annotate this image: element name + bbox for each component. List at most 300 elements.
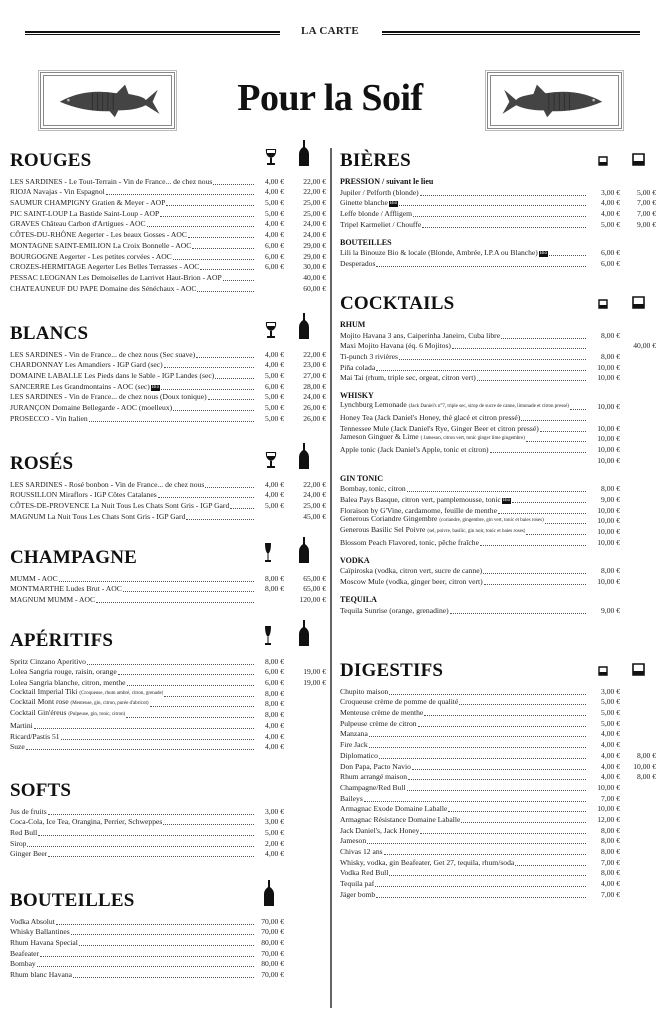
dot-leader (526, 534, 586, 535)
menu-item (10, 490, 326, 501)
item-name (340, 259, 375, 269)
item-label: Chivas 12 ans (340, 847, 383, 856)
menu-item (10, 283, 326, 294)
price-bottle: 5,00 € (637, 187, 656, 197)
menu-section-aperitifs (10, 630, 326, 752)
item-label: Red Bull (10, 828, 38, 838)
item-name (10, 209, 159, 219)
item-name (10, 574, 58, 584)
section-title: CHAMPAGNE (10, 547, 138, 568)
item-label: Menteuse crème de menthe (340, 708, 424, 718)
price-bottle: 19,00 € (303, 678, 326, 688)
menu-item (10, 969, 326, 980)
dot-leader (173, 259, 254, 260)
menu-item (340, 444, 656, 455)
menu-item (10, 927, 326, 938)
price-bottle: 25,00 € (303, 501, 326, 511)
menu-item (10, 937, 326, 948)
price-glass: 4,00 € (265, 176, 284, 186)
bottle-icon (299, 313, 309, 344)
price-bottle: 7,00 € (637, 209, 656, 219)
menu-item (10, 381, 326, 392)
price-glass: 6,00 € (265, 262, 284, 272)
item-name (340, 879, 374, 889)
item-name (10, 262, 199, 272)
item-label: Armagnac Exode Domaine Laballe (340, 804, 448, 814)
item-name (340, 495, 511, 505)
price-bottle: 29,00 € (303, 240, 326, 250)
dot-leader (48, 856, 254, 857)
menu-section-champagne (10, 547, 326, 605)
item-name (340, 687, 388, 697)
item-name (10, 828, 37, 838)
item-label: CHATEAUNEUF DU PAPE Domaine des Sénéchaux - AOC (10, 283, 197, 293)
item-name (340, 538, 479, 548)
price-glass: 7,00 € (601, 889, 620, 899)
item-label: Lolea Sangria blanche, citron, menthe (10, 678, 126, 688)
price-glass: 70,00 € (261, 927, 284, 937)
dot-leader (173, 410, 254, 411)
price-bottle: 29,00 € (303, 251, 326, 261)
item-label: Tequila paf (340, 879, 375, 889)
dot-leader (389, 875, 586, 876)
item-label: Ginger Beer (10, 849, 48, 859)
dot-leader (164, 696, 254, 697)
item-label: Piña colada (340, 362, 376, 372)
price-glass: 6,00 € (265, 240, 284, 250)
dot-leader (208, 399, 254, 400)
item-name (10, 414, 88, 424)
item-label: Caïpiroska (vodka, citron vert, sucre de canne) (340, 566, 483, 576)
price-glass: 80,00 € (261, 938, 284, 948)
dot-leader (205, 487, 254, 488)
item-name (10, 949, 39, 959)
menu-item (10, 208, 326, 219)
price-glass: 3,00 € (601, 686, 620, 696)
item-label: Moscow Mule (vodka, ginger beer, citron vert) (340, 577, 483, 587)
price-bottle: 19,00 € (303, 667, 326, 677)
dot-leader (484, 584, 586, 585)
item-name (10, 839, 26, 849)
price-glass: 80,00 € (261, 959, 284, 969)
item-label: Lolea Sangria rouge, raisin, orange (10, 667, 117, 677)
dot-leader (163, 824, 254, 825)
dot-leader (27, 846, 254, 847)
dot-leader (150, 706, 254, 707)
price-glass: 4,00 € (601, 772, 620, 782)
item-name (340, 783, 406, 793)
item-label: Baileys (340, 793, 363, 803)
item-name (340, 740, 368, 750)
price-glass: 6,00 € (601, 248, 620, 258)
item-label: Don Papa, Pacto Navio (340, 761, 411, 771)
price-glass: 7,00 € (601, 857, 620, 867)
item-label: MUMM - AOC (10, 573, 58, 583)
price-glass: 5,00 € (265, 501, 284, 511)
menu-item (10, 229, 326, 240)
price-glass: 4,00 € (265, 742, 284, 752)
dot-leader (376, 370, 586, 371)
price-glass: 10,00 € (597, 434, 620, 444)
menu-item (10, 720, 326, 731)
price-glass: 70,00 € (261, 970, 284, 980)
dot-leader (164, 367, 254, 368)
price-glass: 4,00 € (265, 187, 284, 197)
dot-leader (376, 897, 586, 898)
item-name (10, 350, 195, 360)
price-glass: 10,00 € (597, 537, 620, 547)
subsection-title: BOUTEILLES (340, 237, 392, 247)
item-label: LES SARDINES - Vin de France... de chez nous (Sec suave) (10, 349, 196, 359)
dot-leader (549, 255, 586, 256)
menu-item (340, 729, 656, 740)
price-bottle: 8,00 € (637, 750, 656, 760)
price-glass: 8,00 € (265, 573, 284, 583)
dot-leader (399, 205, 586, 206)
section-title: ROUGES (10, 150, 92, 171)
flute-icon (264, 626, 272, 651)
price-bottle: 22,00 € (303, 479, 326, 489)
price-glass: 5,00 € (265, 403, 284, 413)
item-label: SANCERRE Les Grandmontains - AOC (sec) (10, 381, 150, 391)
dot-leader (407, 790, 586, 791)
menu-item (10, 916, 326, 927)
item-label: Tripel Karmeliet / Chouffe (340, 219, 422, 229)
menu-item (340, 341, 656, 352)
item-name (10, 849, 47, 859)
item-label: MONTAGNE SAINT-EMILION La Croix Bonnelle - AOC (10, 240, 192, 250)
menu-item (10, 272, 326, 283)
dot-leader (526, 441, 586, 442)
item-description: (Croqueuse, rhum ambré, citron, grenade) (79, 690, 164, 696)
section-header (10, 890, 326, 912)
item-label: Ginette blanche (340, 198, 388, 208)
menu-item (10, 709, 326, 720)
menu-item (340, 750, 656, 761)
item-label: PESSAC LEOGNAN Les Demoiselles de Larrivet Haut-Brion - AOP (10, 272, 222, 282)
menu-item (340, 401, 656, 412)
price-glass: 4,00 € (265, 349, 284, 359)
price-bottle: 25,00 € (303, 198, 326, 208)
section-header (10, 630, 326, 652)
item-name (340, 188, 419, 198)
price-glass: 8,00 € (265, 710, 284, 720)
section-header (10, 453, 326, 475)
dot-leader (196, 357, 254, 358)
item-name (340, 762, 411, 772)
price-bottle: 26,00 € (303, 413, 326, 423)
subsection-title: PRESSION / suivant le lieu (340, 177, 434, 186)
large-glass-icon (632, 153, 645, 171)
item-name (10, 284, 196, 294)
price-bottle: 24,00 € (303, 490, 326, 500)
menu-item (10, 262, 326, 273)
item-name (10, 382, 160, 392)
item-name (10, 657, 86, 667)
menu-item (10, 413, 326, 424)
item-name (10, 501, 229, 511)
dot-leader (369, 747, 586, 748)
menu-item (340, 739, 656, 750)
subsection-title: WHISKY (340, 391, 374, 401)
dot-leader (384, 854, 586, 855)
item-label: Cocktail Imperial Tiki (10, 686, 78, 696)
menu-item (340, 868, 656, 879)
header-rule-left (25, 31, 280, 35)
price-bottle: 9,00 € (637, 219, 656, 229)
item-name (10, 392, 207, 402)
menu-item (10, 219, 326, 230)
menu-item (10, 197, 326, 208)
item-label: Cocktail Mont rose (10, 697, 69, 707)
price-glass: 10,00 € (597, 402, 620, 412)
menu-item (340, 782, 656, 793)
column-divider (330, 148, 332, 1008)
price-glass: 5,00 € (265, 392, 284, 402)
item-name (10, 219, 146, 229)
menu-item (340, 330, 656, 341)
item-label: Rhum arrangé maison (340, 772, 408, 782)
flute-icon (264, 543, 272, 568)
subsection-title: GIN TONIC (340, 473, 384, 483)
dot-leader (512, 502, 586, 503)
menu-item (340, 707, 656, 718)
item-label: Manzana (340, 729, 368, 739)
small-glass-icon (598, 663, 608, 681)
item-label: Lynchburg Lemonade (340, 400, 407, 410)
large-glass-icon (632, 296, 645, 314)
dot-leader (379, 758, 586, 759)
item-label: MAGNUM La Nuit Tous Les Chats Sont Gris - IGP Gard (10, 511, 186, 521)
item-label: Jupiler / Pelforth (blonde) (340, 187, 419, 197)
price-bottle: 40,00 € (633, 341, 656, 351)
menu-section-blancs (10, 323, 326, 424)
price-glass: 10,00 € (597, 804, 620, 814)
item-name (10, 742, 25, 752)
dot-leader (389, 694, 586, 695)
dot-leader (200, 269, 254, 270)
item-label: Jameson Ginguer & Lime (340, 432, 419, 442)
item-label: Generous Basilic Sel Poivre (340, 525, 426, 534)
item-name (340, 804, 447, 814)
item-name (340, 826, 419, 836)
price-bottle: 28,00 € (303, 381, 326, 391)
dot-leader (450, 613, 586, 614)
dot-leader (223, 280, 254, 281)
menu-item (10, 187, 326, 198)
bio-badge: Bio (539, 251, 548, 257)
dot-leader (418, 726, 586, 727)
item-name (10, 273, 222, 283)
fish-illustration-left (40, 72, 175, 129)
item-label: Whisky, vodka, gin Beafeater, Get 27, tequila, rhum/soda (340, 857, 515, 867)
price-glass: 8,00 € (601, 868, 620, 878)
item-label: CÔTES-DU-RHÔNE Aegerter - Les beaux Gosses - AOC (10, 230, 187, 240)
menu-item (10, 370, 326, 381)
menu-item (340, 878, 656, 889)
menu-item (340, 373, 656, 384)
bio-badge: Bio (502, 497, 511, 503)
item-name (10, 708, 125, 720)
dot-leader (158, 497, 254, 498)
section-header (10, 150, 326, 172)
item-label: Martini (10, 720, 33, 730)
dot-leader (61, 739, 254, 740)
item-label: Jäger bomb (340, 889, 376, 899)
price-glass: 8,00 € (265, 584, 284, 594)
dot-leader (160, 216, 254, 217)
item-name (340, 220, 421, 230)
price-glass: 8,00 € (601, 352, 620, 362)
subsection-title: RHUM (340, 320, 366, 329)
dot-leader (413, 216, 586, 217)
wine-glass-icon (264, 451, 278, 474)
item-name (10, 927, 70, 937)
menu-item (10, 656, 326, 667)
bottle-icon (299, 140, 309, 171)
price-glass: 6,00 € (265, 251, 284, 261)
menu-item (340, 208, 656, 219)
dot-leader (37, 966, 254, 967)
price-glass: 6,00 € (265, 667, 284, 677)
item-name (340, 729, 368, 739)
item-name (340, 209, 412, 219)
price-bottle: 24,00 € (303, 219, 326, 229)
menu-item (10, 742, 326, 753)
item-name (10, 959, 36, 969)
item-label: Rhum Havana Special (10, 938, 78, 948)
menu-item (340, 258, 656, 269)
menu-item (10, 349, 326, 360)
item-name (340, 836, 366, 846)
price-bottle: 65,00 € (303, 584, 326, 594)
price-bottle: 24,00 € (303, 392, 326, 402)
bio-badge: Bio (389, 201, 398, 207)
item-label: PIC SAINT-LOUP La Bastide Saint-Loup - AOP (10, 208, 160, 218)
item-name (10, 360, 163, 370)
header-rule-right (382, 31, 640, 35)
menu-item (10, 959, 326, 970)
price-glass: 10,00 € (597, 577, 620, 587)
dot-leader (521, 420, 586, 421)
price-glass: 5,00 € (601, 718, 620, 728)
item-label: Honey Tea (Jack Daniel's Honey, thé glacé et citron pressé) (340, 412, 521, 422)
dot-leader (408, 779, 586, 780)
price-bottle: 60,00 € (303, 283, 326, 293)
dot-leader (147, 226, 254, 227)
item-label: Blossom Peach Flavored, tonic, pêche fraîche (340, 537, 479, 547)
item-label: Diplomatico (340, 750, 378, 760)
price-bottle: 10,00 € (633, 761, 656, 771)
price-bottle: 45,00 € (303, 511, 326, 521)
dot-leader (48, 814, 254, 815)
bottle-icon (299, 443, 309, 474)
item-label: Ricard/Pastis 51 (10, 731, 60, 741)
wine-glass-icon (264, 148, 278, 171)
item-name (10, 807, 47, 817)
item-label: Mai Tai (rhum, triple sec, orgeat, citron vert) (340, 373, 476, 383)
item-label: Lili la Binouze Bio & locale (Blonde, Ambrée, I.P.A ou Blanche) (340, 248, 538, 258)
dot-leader (501, 338, 586, 339)
menu-item (10, 511, 326, 522)
section-header (340, 150, 656, 172)
bottle-icon (264, 880, 274, 911)
menu-item (340, 566, 656, 577)
dot-leader (420, 195, 586, 196)
item-name (10, 403, 172, 413)
price-glass: 4,00 € (265, 360, 284, 370)
item-label: Generous Coriandre Gingembre (340, 514, 438, 524)
item-label: BOURGOGNE Aegerter - Les petites corvées - AOC (10, 251, 172, 261)
price-glass: 8,00 € (265, 656, 284, 666)
price-glass: 9,00 € (601, 605, 620, 615)
price-glass: 10,00 € (597, 373, 620, 383)
item-description: (Jack Daniel's n°7, triple sec, sirop de sucre de canne, limonade et citron pressé) (408, 404, 569, 410)
section-header (340, 660, 656, 682)
item-label: GRAVES Château Carbon d'Artigues - AOC (10, 219, 146, 229)
section-title: DIGESTIFS (340, 660, 444, 681)
item-name (340, 858, 514, 868)
dot-leader (106, 194, 254, 195)
dot-leader (448, 811, 586, 812)
item-label: Balea Pays Basque, citron vert, pamplemousse, tonic (340, 494, 501, 504)
price-bottle: 120,00 € (299, 595, 326, 605)
price-bottle: 40,00 € (303, 272, 326, 282)
menu-item (340, 455, 656, 466)
menu-item (10, 240, 326, 251)
subsection-title: VODKA (340, 555, 370, 565)
item-name (10, 371, 214, 381)
item-name (340, 525, 525, 537)
price-bottle: 30,00 € (303, 262, 326, 272)
price-glass: 5,00 € (265, 828, 284, 838)
price-bottle: 23,00 € (303, 360, 326, 370)
price-bottle: 27,00 € (303, 371, 326, 381)
price-glass: 7,00 € (601, 793, 620, 803)
price-glass: 8,00 € (601, 330, 620, 340)
item-label: Desperados (340, 259, 376, 269)
item-name (10, 480, 204, 490)
dot-leader (73, 977, 254, 978)
item-label: Leffe blonde / Affligem (340, 209, 413, 219)
item-label: Jus de fruits (10, 806, 47, 816)
price-glass: 4,00 € (265, 731, 284, 741)
item-name (340, 341, 451, 351)
price-glass: 5,00 € (265, 198, 284, 208)
item-name (340, 708, 423, 718)
dot-leader (483, 573, 586, 574)
dot-leader (375, 886, 586, 887)
menu-item (340, 857, 656, 868)
dot-leader (461, 822, 586, 823)
item-name (10, 584, 122, 594)
price-glass: 10,00 € (597, 527, 620, 536)
header-label: LA CARTE (301, 25, 359, 37)
item-name (340, 373, 476, 383)
price-bottle: 24,00 € (303, 230, 326, 240)
item-label: CÔTES-DE-PROVENCE La Nuit Tous Les Chats Sont Gris - IGP Gard (10, 501, 230, 511)
item-label: SAUMUR CHAMPIGNY Gratien & Meyer - AOP (10, 198, 166, 208)
item-label: Maxi Mojito Havana (éq. 6 Mojitos) (340, 341, 451, 351)
menu-item (10, 360, 326, 371)
dot-leader (161, 389, 254, 390)
bio-badge: Bio (151, 384, 160, 390)
dot-leader (186, 519, 254, 520)
menu-item (10, 948, 326, 959)
menu-item (340, 793, 656, 804)
price-glass: 8,00 € (601, 825, 620, 835)
price-glass: 10,00 € (597, 362, 620, 372)
